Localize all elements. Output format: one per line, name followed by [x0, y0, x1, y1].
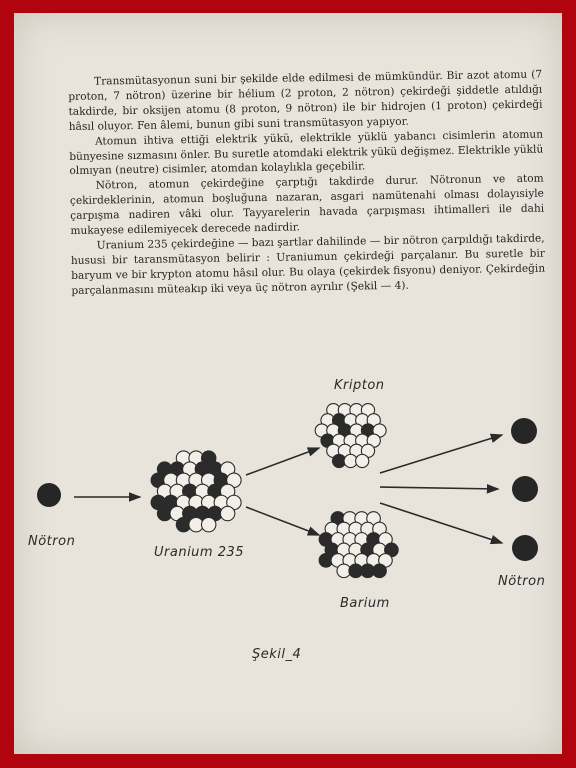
neutron-particle: [373, 564, 387, 578]
label-barium: Barium: [340, 596, 390, 611]
arrow-neutron-middle: [380, 487, 498, 489]
incoming-neutron: [37, 483, 61, 507]
krypton-nucleus: [315, 404, 386, 468]
uranium-nucleus: [151, 451, 241, 532]
paragraph: Nötron, atomun çekirdeğine çarptığı takdirde durur. Nötronun ve atom çekirdeklerinin, atomun boşluğuna nazaran, asgari namütenahi olması dolayısiyle çarpışma nadiren vâki olur. Tayyarelerin havada çarpışması ihtimalleri ile dahi mukayese edilemiyecek derecede nadirdir.: [69, 172, 545, 238]
label-neutron-in: Nötron: [28, 534, 76, 549]
label-uranium: Uranium 235: [154, 545, 245, 560]
arrow-neutron-top: [380, 435, 502, 473]
outgoing-neutron: [512, 535, 538, 561]
outgoing-neutron: [511, 418, 537, 444]
paragraph: Transmütasyonun suni bir şekilde elde edilmesi de mümkündür. Bir azot atomu (7 proton, 7 nötron) üzerine bir hélium (2 proton, 2 nötron) çekirdeği şiddetle atıldığı takdirde, bir oksijen atomu (8 proton, 9 nötron) ile bir hidrojen (1 proton) çekirdeği hâsıl oluyor. Fen âlemi, bunun gibi suni transmütasyon yapıyor.: [68, 68, 543, 133]
book-page: [14, 13, 562, 754]
arrow-to-krypton: [246, 448, 319, 475]
figure-caption: Şekil_4: [252, 647, 302, 662]
proton-particle: [202, 517, 216, 531]
paragraph: Uranium 235 çekirdeğine — bazı şartlar dahilinde — bir nötron çarpıldığı takdirde, hususi bir taransmütasyon belirir : Uraniumun çekirdeği parçalanır. Bu suretle bir baryum ve bir krypton atomu hâsıl olur. Bu olaya (çekirdek fisyonu) deniyor. Çekirdeğin parçalanmasını müteakıp iki veya üç nötron ayrılır (Şekil — 4).: [70, 232, 546, 297]
label-neutrons-out: Nötron: [498, 574, 546, 589]
label-krypton: Kripton: [334, 378, 385, 393]
fission-diagram: [14, 13, 562, 754]
proton-particle: [220, 506, 234, 520]
arrow-to-barium: [246, 507, 319, 535]
paragraph: Atomun ihtiva ettiği elektrik yükü, elektrikle yüklü yabancı cisimlerin atomun bünyesine sızmasını önler. Bu suretle atomdaki elektrik yükü değişmez. Elektrikle yüklü olmıyan (neutre) cisimler, atomdan kolaylıkla geçebilir.: [69, 128, 544, 178]
arrow-neutron-bottom: [380, 503, 502, 543]
barium-nucleus: [319, 512, 398, 578]
proton-particle: [356, 454, 369, 467]
outgoing-neutron: [512, 476, 538, 502]
